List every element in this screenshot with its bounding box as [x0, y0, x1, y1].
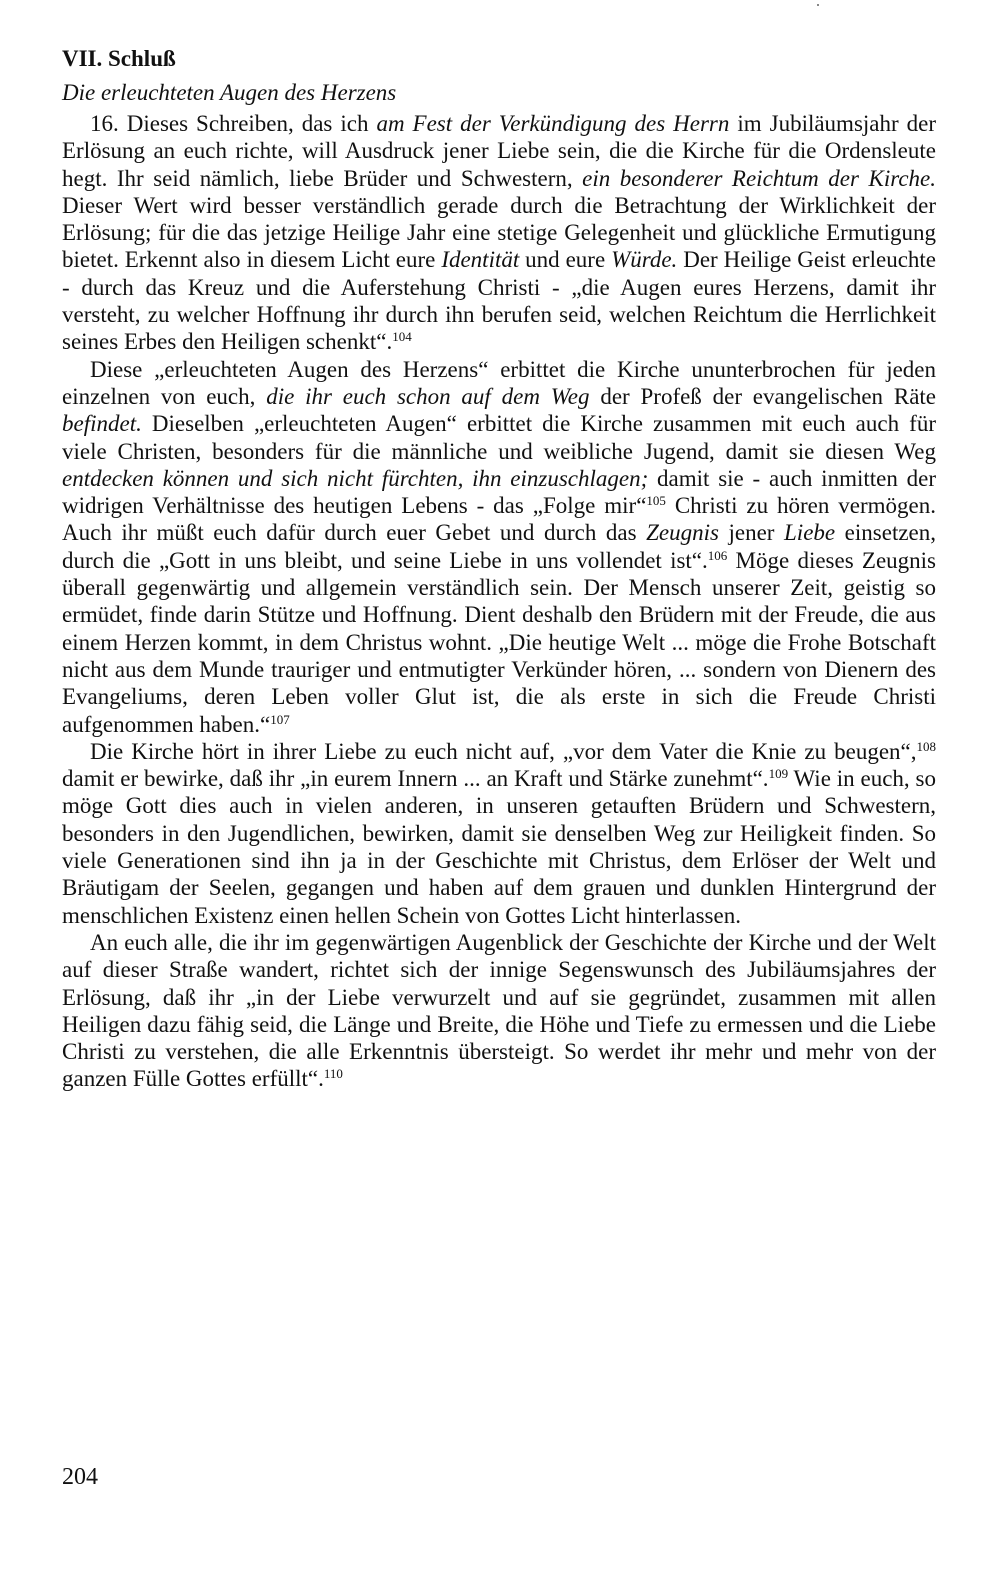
footnote-ref: 110 [323, 1066, 343, 1082]
footnote-ref: 105 [646, 493, 666, 509]
emphasis-text: Würde. [611, 247, 678, 273]
paragraph-16 [62, 110, 936, 356]
paragraph-text: Wie in euch, so möge Gott dies auch in vielen anderen, in unseren getauften Brüdern und Schwestern, besonders in den Jugendlichen, bewirken, damit sie denselben Weg zur Heiligkeit finden. So viele Generationen sind ihn ja in der Geschichte mit Christus, dem Erlöser der Welt und Bräutigam der Seelen, gegangen und haben auf dem grauen und dunklen Hintergrund der menschlichen Existenz einen hellen Schein von Gottes Licht hinterlassen. [62, 766, 936, 928]
paragraph-text: einsetzen, durch die „Gott in uns bleibt, und seine Liebe in uns vollendet ist“. [62, 520, 936, 573]
paragraph-text: Der Heilige Geist erleuchte - durch das Kreuz und die Auferstehung Christi - „die Augen eures Herzens, damit ihr versteht, zu welcher Hoffnung ihr durch ihn berufen seid, welchen Reichtum die Herrlichkeit seines Erbes den Heiligen schenkt“. [62, 247, 936, 355]
emphasis-text: die ihr euch schon auf dem Weg [266, 383, 590, 409]
paragraph-text: damit er bewirke, daß ihr „in eurem Innern ... an Kraft und Stärke zunehmt“. [62, 766, 769, 792]
section-subtitle: Die erleuchteten Augen des Herzens [62, 80, 397, 105]
emphasis-text: befindet. [62, 411, 142, 437]
paragraph-text: Dieser Wert wird besser verständlich gerade durch die Betrachtung der Wirklichkeit der Erlösung; für die das jetzige Heilige Jahr eine stetige Gelegenheit und glückliche Ermutigung bietet. Erkennt also in diesem Licht eure [62, 192, 936, 273]
paragraph-text: 16. Dieses Schreiben, das ich [90, 111, 377, 136]
paragraph-text: jener [718, 520, 785, 546]
footnote-ref: 107 [270, 711, 290, 727]
emphasis-text: entdecken können und sich nicht fürchten, ihn einzuschlagen; [62, 465, 649, 491]
paragraph-text: im Jubiläumsjahr der Erlösung an euch richte, will Ausdruck jener Liebe sein, die die Kirche für die Ordensleute hegt. Ihr seid nämlich, liebe Brüder und Schwestern, [62, 111, 937, 191]
emphasis-text: Zeugnis [646, 520, 719, 546]
paragraph-kirche-liebe [62, 738, 936, 929]
section-title: VII. Schluß [62, 46, 176, 71]
paragraph-text: der Profeß der evangelischen Räte [589, 383, 937, 409]
paragraph-text: Möge dieses Zeugnis überall gegenwärtig und allgemein verständlich sein. Der Mensch unserer Zeit, geistig so ermüdet, finde darin Stütze und Hoffnung. Dient deshalb den Brüdern mit der Freude, die aus einem Herzen kommt, in dem Christus wohnt. „Die heutige Welt ... möge die Frohe Botschaft nicht aus dem Munde trauriger und entmutigter Verkünder hören, ... sondern von Dienern des Evangeliums, deren Leben voller Glut ist, die als erste in sich die Freude Christi aufgenommen haben.“ [62, 547, 936, 737]
paragraph-augen-des-herzens [62, 356, 936, 738]
footnote-ref: 104 [392, 329, 412, 345]
emphasis-text: Liebe [784, 520, 836, 546]
paragraph-text: Christi zu hören vermögen. Auch ihr müßt euch dafür durch euer Gebet und durch das [62, 493, 936, 546]
paragraph-text: Die Kirche hört in ihrer Liebe zu euch nicht auf, „vor dem Vater die Knie zu beugen“, [90, 738, 917, 764]
paragraph-segenswunsch [62, 929, 936, 1093]
emphasis-text: am Fest der Verkündigung des Herrn [376, 111, 730, 136]
paragraph-text: damit sie - auch inmitten der widrigen Verhältnisse des heutigen Lebens - das „Folge mir“ [62, 465, 936, 519]
paragraph-text: und eure [519, 247, 612, 273]
paragraph-text: Dieselben „erleuchteten Augen“ erbittet die Kirche zusammen mit euch auch für viele Christen, besonders für die männliche und weibliche Jugend, damit sie diesen Weg [62, 411, 936, 464]
document-page [62, 44, 936, 1093]
emphasis-text: Identität [441, 247, 520, 273]
footnote-ref: 109 [768, 766, 789, 782]
footnote-ref: 108 [916, 738, 936, 754]
emphasis-text: ein besonderer Reichtum der Kirche. [582, 165, 936, 191]
footnote-ref: 106 [707, 547, 728, 563]
paragraph-text: Diese „erleuchteten Augen des Herzens“ erbittet die Kirche ununterbrochen für jeden einzelnen von euch, [62, 356, 936, 409]
paragraph-text: An euch alle, die ihr im gegenwärtigen Augenblick der Geschichte der Kirche und der Welt auf dieser Straße wandert, richtet sich der innige Segenswunsch des Jubiläumsjahres der Erlösung, daß ihr „in der Liebe verwurzelt und auf sie gegründet, zusammen mit allen Heiligen dazu fähig seid, die Länge und Breite, die Höhe und Tiefe zu ermessen und die Liebe Christi zu verstehen, die alle Erkenntnis übersteigt. So werdet ihr mehr und mehr von der ganzen Fülle Gottes erfüllt“. [62, 929, 936, 1092]
page-number: 204 [62, 1464, 98, 1490]
scan-speck [817, 4, 819, 6]
